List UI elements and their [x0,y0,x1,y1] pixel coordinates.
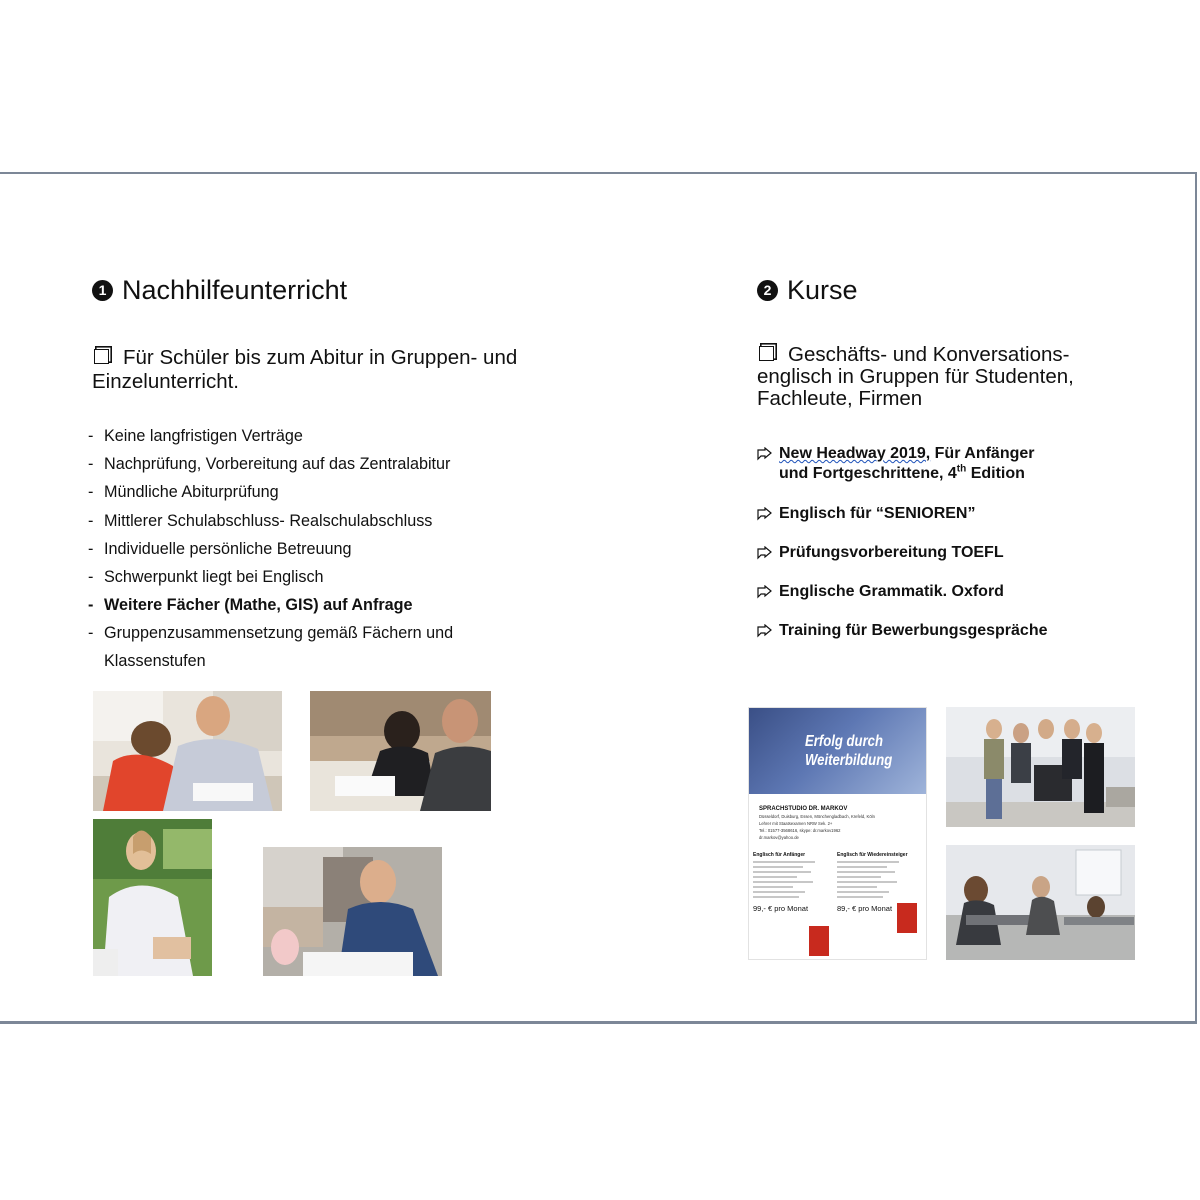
tutoring-feature-list [88,422,652,675]
flyer-banner [749,708,926,794]
flyer-column-beginners: Englisch für Anfänger 99,- € pro Monat [749,852,833,913]
section-tutoring-heading [92,274,652,306]
list-item: - Schwerpunkt liegt bei Englisch [88,568,324,587]
section-courses-heading [757,274,1187,306]
course-photo-classroom [946,845,1135,960]
flyer-studio-name: SPRACHSTUDIO DR. MARKOV [759,806,848,812]
flyer-teacher: Lehrer mit Staatsexamen NRW Sek. 2+ [759,821,833,826]
flyer-email: dr.markov@yahoo.de [759,835,799,840]
section-courses-title: Kurse [787,275,858,305]
tutoring-photo-4 [263,847,442,976]
list-item: - Nachprüfung, Vorbereitung auf das Zentralabitur [88,455,451,474]
flyer-title: Erfolg durch Weiterbildung [805,733,893,769]
list-item: - Mündliche Abiturprüfung [88,483,279,502]
book-cover-icon [809,926,829,956]
section-courses [757,274,1187,660]
checkbox-bullet-icon [94,349,109,364]
checkbox-bullet-icon [759,346,774,361]
list-item: - Keine langfristigen Verträge [88,427,303,445]
course-flyer [748,707,927,960]
flyer-contact: Tel.: 01577-3568616, skype: dr.markov1962 [759,828,841,833]
arrow-bullet-icon [757,507,773,521]
list-item: - Gruppenzusammensetzung gemäß Fächern und Klassenstufen [88,624,454,671]
list-item: - Individuelle persönliche Betreuung [88,539,352,558]
section-courses-subtitle: Geschäfts- und Konversations-englisch in Gruppen für Studenten, Fachleute, Firmen [757,343,1074,410]
course-photo-group [946,707,1135,827]
arrow-bullet-icon [757,546,773,560]
list-item: Prüfungsvorbereitung TOEFL [757,543,1187,563]
document-page [0,172,1197,1024]
number-badge-2: 2 [757,280,778,301]
tutoring-photo-1 [93,691,282,811]
section-tutoring [88,274,652,675]
flyer-column-returners: Englisch für Wiedereinsteiger 89,- € pro Monat [837,852,908,913]
list-item: Englisch für “SENIOREN” [757,504,1187,524]
arrow-bullet-icon [757,624,773,638]
flyer-address: Düsseldorf, Duisburg, Essen, Mönchengladbach, Krefeld, Köln [759,814,875,819]
section-tutoring-subtitle: Für Schüler bis zum Abitur in Gruppen- und Einzelunterricht. [92,346,518,393]
list-item: - Weitere Fächer (Mathe, GIS) auf Anfrage [88,596,413,615]
section-tutoring-title: Nachhilfeunterricht [122,275,348,305]
course-list [757,444,1187,641]
list-item: Training für Bewerbungsgespräche [757,621,1187,641]
arrow-bullet-icon [757,447,773,461]
book-cover-icon [897,903,917,933]
number-badge-1: 1 [92,280,113,301]
tutoring-photo-2 [310,691,491,811]
tutoring-photo-3 [93,819,212,976]
list-item: New Headway 2019, Für Anfänger und Fortgeschrittene, 4th Edition [757,444,1187,484]
list-item: - Mittlerer Schulabschluss- Realschulabschluss [88,511,433,530]
list-item: Englische Grammatik. Oxford [757,582,1187,602]
arrow-bullet-icon [757,585,773,599]
